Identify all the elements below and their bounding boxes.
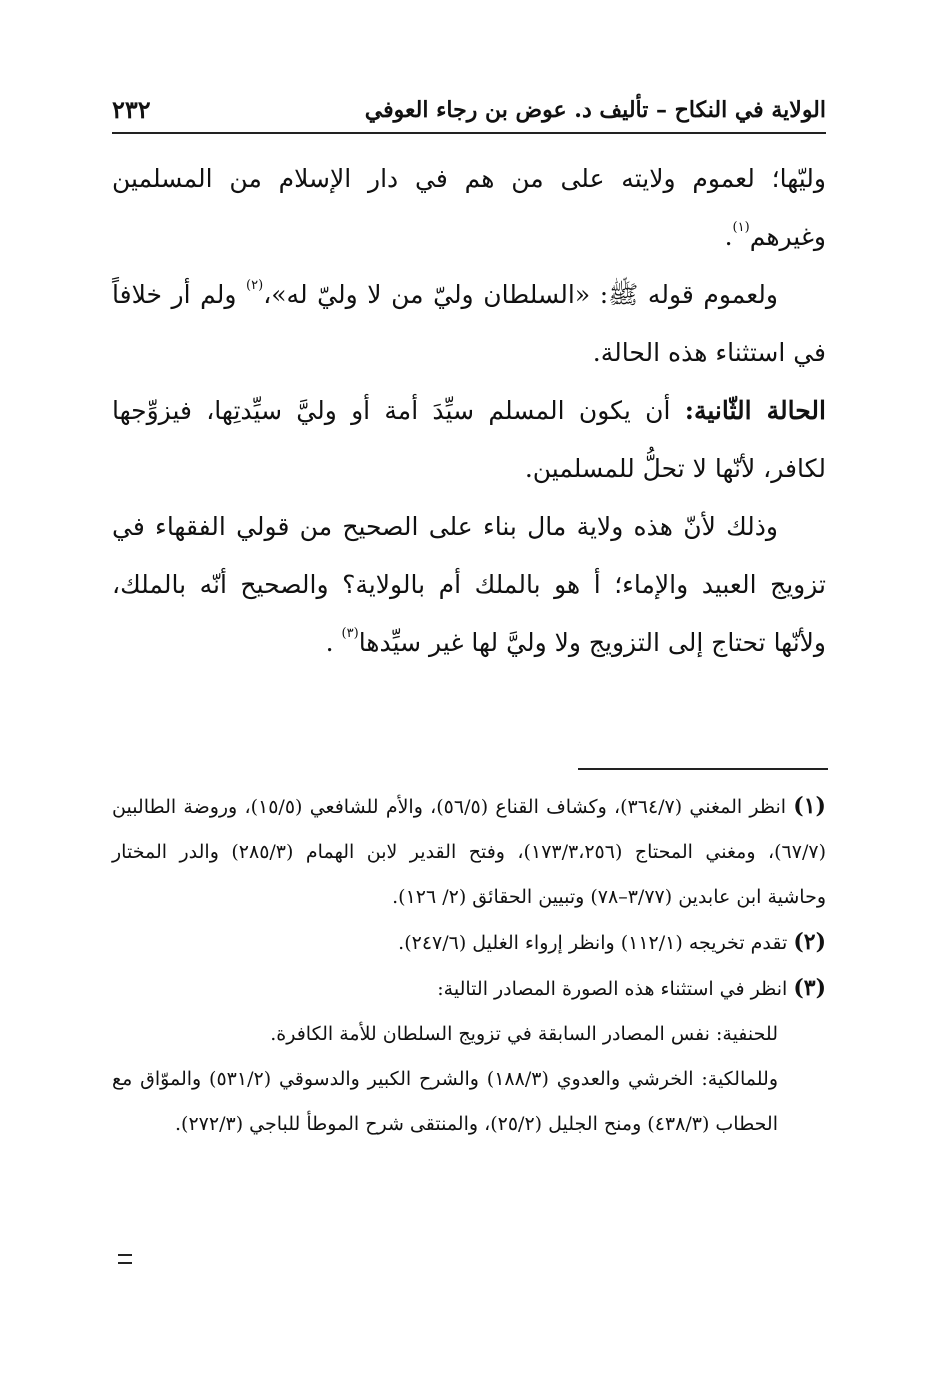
footnote-3-maliki: وللمالكية: الخرشي والعدوي (١٨٨/٣) والشرح الكبير والدسوقي (٥٣١/٢) والموّاق مع الحطاب (٤٣٨/٣) ومنح الجليل (٢٥/٢)، والمنتقى شرح الموطأ للباجي (٢٧٢/٣). — [112, 1068, 778, 1135]
page-number: ٢٣٢ — [112, 95, 151, 124]
footnote-ref-1: (١) — [732, 220, 750, 235]
paragraph-4 — [112, 498, 826, 672]
footnote-3-hanafi: للحنفية: نفس المصادر السابقة في تزويج السلطان للأمة الكافرة. — [270, 1023, 778, 1045]
footnote-2-number: (٢) — [793, 929, 826, 955]
paragraph-3 — [112, 382, 826, 498]
footnote-divider — [578, 768, 828, 770]
page-end-mark — [118, 1254, 132, 1264]
footnote-2-text: تقدم تخريجه (١١٢/١) وانظر إرواء الغليل (٢٤٧/٦). — [398, 932, 788, 954]
footnote-3 — [112, 966, 826, 1012]
paragraph-4-end: . — [325, 628, 334, 657]
footnotes — [112, 784, 826, 1147]
paragraph-2-text: ولعموم قوله ﷺ: «السلطان وليّ من لا وليّ له»، — [263, 280, 778, 309]
footnote-3-text: انظر في استثناء هذه الصورة المصادر التالية: — [437, 978, 788, 1000]
footnote-1-text: انظر المغني (٣٦٤/٧)، وكشاف القناع (٥٦/٥)، والأم للشافعي (١٥/٥)، وروضة الطالبين (٦٧/٧)، ومغني المحتاج (١٧٣/٣،٢٥٦)، وفتح القدير لابن الهمام (٢٨٥/٣) والدر المختار وحاشية ابن عابدين (٣/٧٧–٧٨) وتبيين الحقائق (٢/ ١٢٦). — [112, 796, 826, 908]
paragraph-1-end: . — [724, 222, 733, 251]
footnote-ref-3: (٣) — [341, 626, 359, 641]
footnote-1 — [112, 784, 826, 920]
paragraph-4-text: وذلك لأنّ هذه ولاية مال بناء على الصحيح من قولي الفقهاء في تزويج العبيد والإماء؛ أ هو بالملك أم بالولاية؟ والصحيح أنّه بالملك، ولأنّها تحتاج إلى التزويج ولا وليَّ لها غير سيِّدها — [112, 512, 826, 657]
footnote-ref-2: (٢) — [246, 278, 264, 293]
running-header — [112, 94, 826, 130]
book-title: الولاية في النكاح – تأليف د. عوض بن رجاء العوفي — [364, 97, 826, 123]
paragraph-1-text: وليّها؛ لعموم ولايته على من هم في دار الإسلام من المسلمين وغيرهم — [112, 164, 826, 251]
paragraph-1 — [112, 150, 826, 266]
paragraph-3-text: أن يكون المسلم سيِّدَ أمة أو وليَّ سيِّدتِها، فيزوِّجها لكافر، لأنّها لا تحلُّ للمسلمين. — [112, 396, 826, 483]
footnote-3-number: (٣) — [793, 975, 826, 1001]
paragraph-2-end: ولم أر خلافاً في استثناء هذه الحالة. — [112, 280, 826, 367]
case-heading: الحالة الثّانية: — [684, 396, 826, 425]
paragraph-2 — [112, 266, 826, 382]
footnote-2 — [112, 920, 826, 966]
header-divider — [112, 132, 826, 134]
main-text — [112, 150, 826, 672]
footnote-1-number: (١) — [793, 793, 826, 819]
